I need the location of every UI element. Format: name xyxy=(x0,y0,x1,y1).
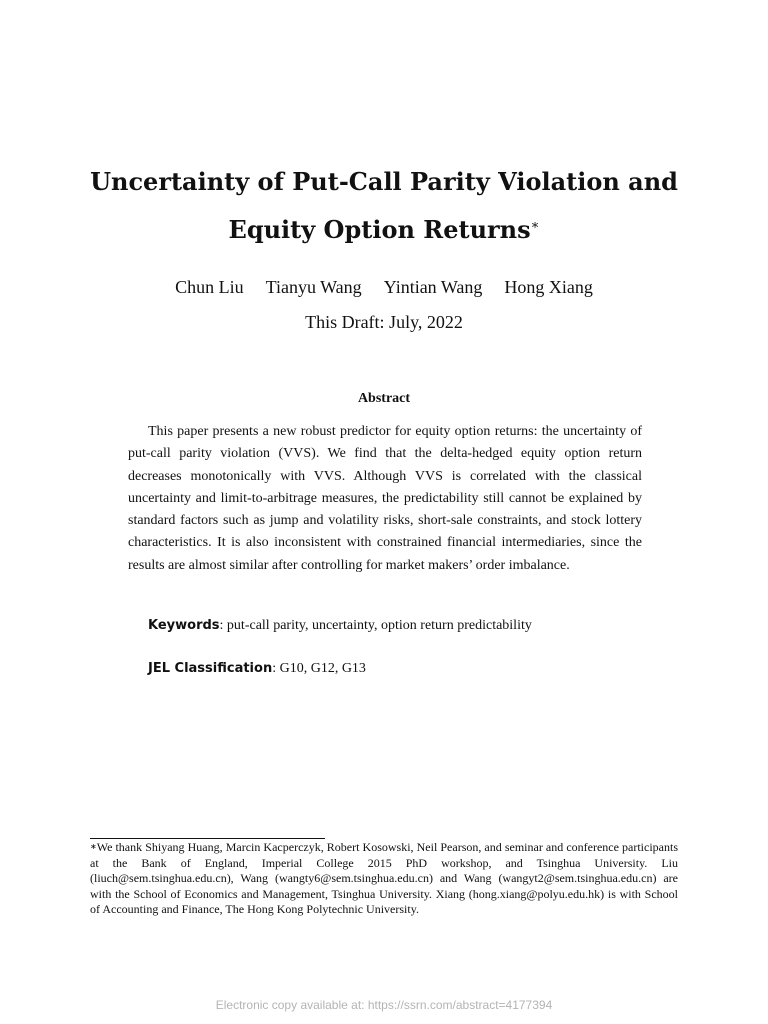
keywords-label: Keywords xyxy=(148,618,220,633)
title-line-2: Equity Option Returns xyxy=(228,215,531,244)
ssrn-notice[interactable]: Electronic copy available at: https://ssrn.com/abstract=4177394 xyxy=(215,998,553,1012)
author-name: Tianyu Wang xyxy=(265,277,362,297)
footnote xyxy=(90,840,678,918)
paper-title xyxy=(60,158,708,254)
author-name: Chun Liu xyxy=(175,277,244,297)
footnote-marker: ∗ xyxy=(90,842,97,851)
keywords-line xyxy=(148,617,648,635)
footnote-text: We thank Shiyang Huang, Marcin Kacperczyk, Robert Kosowski, Neil Pearson, and seminar and conference participants at the Bank of England, Imperial College 2015 PhD workshop, and Tsinghua University. Liu (liuch@sem.tsinghua.edu.cn), Wang (wangty6@sem.tsinghua.edu.cn) and Wang (wangyt2@sem.tsinghua.edu.cn) are with the School of Economics and Management, Tsinghua University. Xiang (hong.xiang@polyu.edu.hk) is with School of Accounting and Finance, The Hong Kong Polytechnic University. xyxy=(90,840,678,916)
footnote-divider xyxy=(90,838,325,839)
keywords-value: : put-call parity, uncertainty, option return predictability xyxy=(219,618,532,633)
title-footnote-marker[interactable]: ∗ xyxy=(530,218,540,233)
author-name: Hong Xiang xyxy=(504,277,593,297)
abstract-heading: Abstract xyxy=(357,391,411,406)
jel-value: : G10, G12, G13 xyxy=(272,661,366,676)
title-line-1: Uncertainty of Put-Call Parity Violation and xyxy=(90,167,678,196)
abstract-body: This paper presents a new robust predictor for equity option returns: the uncertainty of put-call parity violation (VVS). We find that the delta-hedged equity option return decreases monotonically with VVS. Although VVS is correlated with the classical uncertainty and limit-to-arbitrage measures, the predictability still cannot be explained by standard factors such as jump and volatility risks, short-sale constraints, and stock lottery characteristics. It is also inconsistent with constrained financial intermediaries, since the results are almost similar after controlling for market makers’ order imbalance. xyxy=(128,424,642,573)
jel-classification-line xyxy=(148,660,648,678)
author-name: Yintian Wang xyxy=(383,277,483,297)
jel-label: JEL Classification xyxy=(148,661,273,676)
author-list xyxy=(60,276,708,298)
draft-date: This Draft: July, 2022 xyxy=(305,312,463,332)
